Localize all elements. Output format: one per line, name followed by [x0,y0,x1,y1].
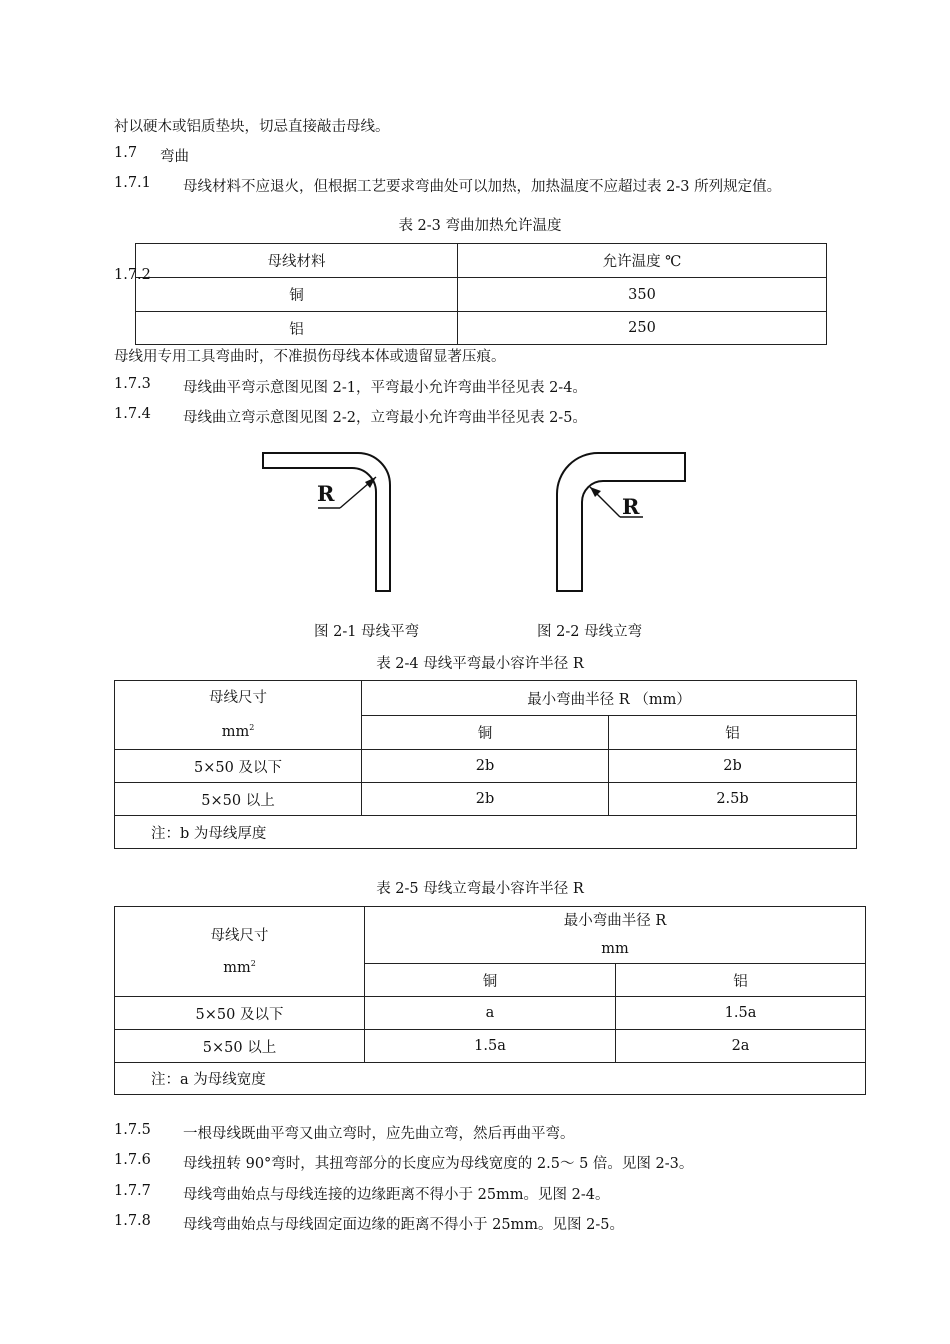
table-row [136,278,827,312]
table-cell: 2b [609,750,857,783]
clause-text: 母线弯曲始点与母线连接的边缘距离不得小于 25mm。见图 2-4。 [183,1187,610,1203]
clause-text: 母线曲平弯示意图见图 2-1，平弯最小允许弯曲半径见表 2-4。 [183,380,587,396]
clause-number: 1.7.1 [114,175,151,191]
table-note: 注：a 为母线宽度 [115,1063,866,1095]
figure-caption: 图 2-2 母线立弯 [537,624,643,640]
radius-header-cell [365,907,866,964]
table-cell: 铜 [136,278,458,312]
table-caption: 表 2-3 弯曲加热允许温度 [398,218,562,234]
table-cell: 250 [458,312,827,345]
clause-number: 1.7.8 [114,1213,151,1229]
clause-text: 母线弯曲始点与母线固定面边缘的距离不得小于 25mm。见图 2-5。 [183,1217,625,1233]
section-number: 1.7 [114,145,138,161]
table-cell: 铝 [136,312,458,345]
table-caption: 表 2-4 母线平弯最小容许半径 R [376,656,584,672]
aluminum-header: 铝 [609,716,857,750]
table-note-row [115,1063,866,1095]
clause-text: 母线材料不应退火，但根据工艺要求弯曲处可以加热，加热温度不应超过表 2-3 所列规定值。 [183,179,782,195]
table-row [115,1030,866,1063]
table-cell: 5×50 及以下 [115,997,365,1030]
section-title: 弯曲 [160,149,189,165]
clause-number: 1.7.3 [114,376,151,392]
table-note: 注：b 为母线厚度 [115,816,857,849]
intro-paragraph: 衬以硬木或铝质垫块，切忌直接敲击母线。 [114,119,390,135]
clause-text: 一根母线既曲平弯又曲立弯时，应先曲立弯，然后再曲平弯。 [183,1126,575,1142]
table-cell: 2b [362,783,609,816]
size-unit: $mm^2$ [221,723,255,740]
busbar-outline [263,453,390,591]
aluminum-header: 铝 [616,964,866,997]
flat-bend-figure [260,450,400,595]
table-cell: 350 [458,278,827,312]
table-cell: 1.5a [365,1030,616,1063]
size-label: 母线尺寸 [210,927,269,944]
edge-bend-figure [553,450,693,595]
table-cell: 5×50 及以下 [115,750,362,783]
table-cell: 5×50 以上 [115,1030,365,1063]
clause-number: 1.7.7 [114,1183,151,1199]
clause-text: 母线曲立弯示意图见图 2-2，立弯最小允许弯曲半径见表 2-5。 [183,410,587,426]
table-2-5 [114,906,866,1095]
table-2-3 [135,243,827,345]
busbar-outline [557,453,685,591]
header-cell: 允许温度 ℃ [458,244,827,278]
clause-number: 1.7.2 [114,267,151,283]
clause-number: 1.7.5 [114,1122,151,1138]
clause-text: 母线扭转 90°弯时，其扭弯部分的长度应为母线宽度的 2.5～ 5 倍。见图 2-3。 [183,1156,694,1172]
table-2-4 [114,680,857,849]
radius-header-label: 最小弯曲半径 R [563,913,667,929]
table-row [115,997,866,1030]
table-cell: 5×50 以上 [115,783,362,816]
table-cell: 2a [616,1030,866,1063]
header-cell: 母线材料 [136,244,458,278]
table-cell: 2b [362,750,609,783]
radius-header-unit: mm [601,941,629,957]
copper-header: 铜 [362,716,609,750]
size-header-cell [115,681,362,750]
clause-number: 1.7.4 [114,406,151,422]
size-label: 母线尺寸 [209,690,267,706]
size-unit: $mm^2$ [223,958,256,976]
radius-label: R [317,481,335,506]
clause-text: 母线用专用工具弯曲时，不准损伤母线本体或遗留显著压痕。 [114,349,506,365]
table-caption: 表 2-5 母线立弯最小容许半径 R [376,881,584,897]
table-cell: 2.5b [609,783,857,816]
table-row [115,783,857,816]
copper-header: 铜 [365,964,616,997]
radius-label: R [622,494,640,519]
radius-header-cell: 最小弯曲半径 R （mm） [362,681,857,716]
table-cell: 1.5a [616,997,866,1030]
table-note-row [115,816,857,849]
table-header-row [136,244,827,278]
table-row [136,312,827,345]
table-header-row [115,907,866,964]
size-header-cell [115,907,365,997]
figure-caption: 图 2-1 母线平弯 [314,624,420,640]
table-row [115,750,857,783]
table-header-row [115,681,857,716]
clause-number: 1.7.6 [114,1152,151,1168]
table-cell: a [365,997,616,1030]
